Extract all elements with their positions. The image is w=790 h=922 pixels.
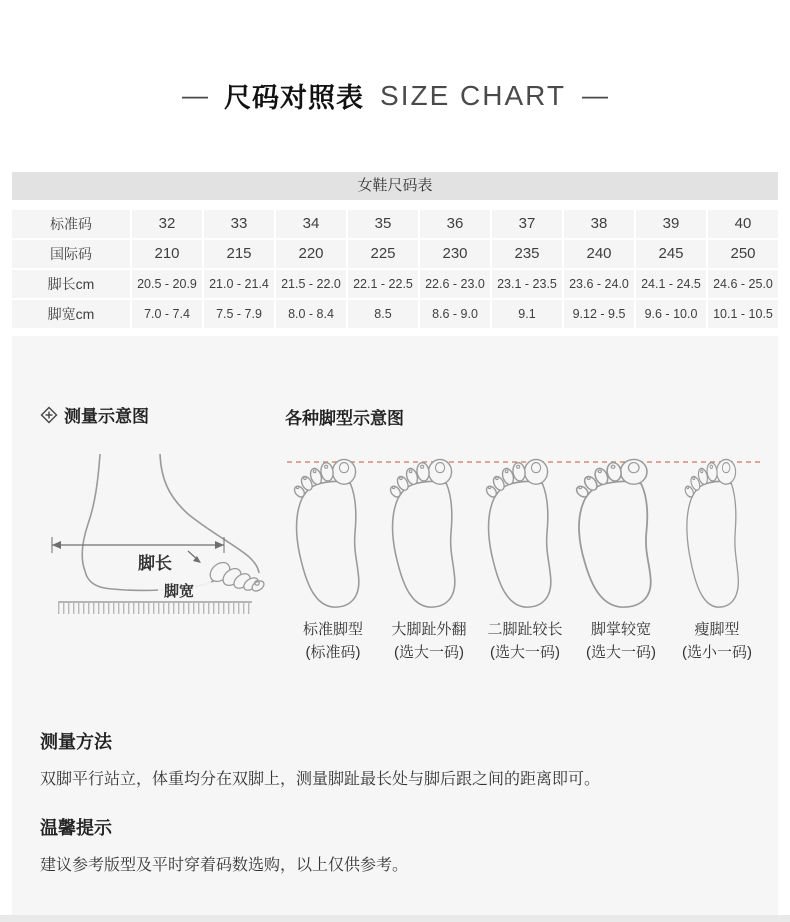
foot-type-advice: (选大一码) xyxy=(394,644,464,661)
ground-ruler xyxy=(58,602,252,609)
size-cell: 10.1 - 10.5 xyxy=(708,300,778,328)
foot-standard xyxy=(292,459,358,607)
title-dash-right: — xyxy=(581,80,608,110)
size-cell: 37 xyxy=(492,210,562,238)
row-label: 标准码 xyxy=(12,210,130,238)
foot-types-diagram xyxy=(285,446,765,621)
foot-type-advice: (标准码) xyxy=(305,644,361,661)
size-cell: 225 xyxy=(348,240,418,268)
size-cell: 24.1 - 24.5 xyxy=(636,270,706,298)
foot-wide xyxy=(574,459,650,607)
illustration-panel xyxy=(12,336,778,915)
foot-type-name: 标准脚型 xyxy=(302,621,363,638)
size-cell: 235 xyxy=(492,240,562,268)
table-row-foot-width xyxy=(12,300,778,328)
foot-type-name: 大脚趾外翻 xyxy=(391,621,467,638)
diamond-plus-icon xyxy=(40,406,58,424)
size-cell: 210 xyxy=(132,240,202,268)
tips-body: 建议参考版型及平时穿着码数选购，以上仅供参考。 xyxy=(40,857,409,874)
foot-bunion xyxy=(388,459,454,607)
row-label: 脚宽cm xyxy=(12,300,130,328)
foot-width-label: 脚宽 xyxy=(164,583,195,600)
page-title xyxy=(0,76,790,115)
size-cell: 8.0 - 8.4 xyxy=(276,300,346,328)
size-cell: 20.5 - 20.9 xyxy=(132,270,202,298)
measure-method-body: 双脚平行站立，体重均分在双脚上，测量脚趾最长处与脚后跟之间的距离即可。 xyxy=(40,771,601,788)
foot-type-label xyxy=(669,618,765,664)
foot-types-section-title xyxy=(285,404,404,429)
foot-type-advice: (选大一码) xyxy=(586,644,656,661)
foot-measurement-diagram xyxy=(38,452,270,620)
size-cell: 245 xyxy=(636,240,706,268)
size-cell: 34 xyxy=(276,210,346,238)
size-cell: 22.1 - 22.5 xyxy=(348,270,418,298)
title-chinese: 尺码对照表 xyxy=(224,83,365,113)
size-cell: 33 xyxy=(204,210,274,238)
foot-long-second-toe xyxy=(484,459,550,607)
size-cell: 7.0 - 7.4 xyxy=(132,300,202,328)
measure-section-title xyxy=(40,402,149,427)
size-cell: 9.12 - 9.5 xyxy=(564,300,634,328)
size-cell: 215 xyxy=(204,240,274,268)
table-row-foot-length xyxy=(12,270,778,298)
row-label: 脚长cm xyxy=(12,270,130,298)
size-cell: 230 xyxy=(420,240,490,268)
size-table xyxy=(12,172,778,330)
row-label: 国际码 xyxy=(12,240,130,268)
size-cell: 23.1 - 23.5 xyxy=(492,270,562,298)
size-cell: 8.5 xyxy=(348,300,418,328)
size-table-caption: 女鞋尺码表 xyxy=(12,172,778,200)
size-cell: 7.5 - 7.9 xyxy=(204,300,274,328)
size-cell: 250 xyxy=(708,240,778,268)
size-cell: 40 xyxy=(708,210,778,238)
size-cell: 38 xyxy=(564,210,634,238)
toes-sketch xyxy=(206,559,265,593)
foot-type-label xyxy=(381,618,477,664)
size-cell: 39 xyxy=(636,210,706,238)
size-cell: 9.6 - 10.0 xyxy=(636,300,706,328)
foot-length-arrow xyxy=(52,537,224,553)
size-cell: 35 xyxy=(348,210,418,238)
foot-type-label xyxy=(477,618,573,664)
foot-type-name: 二脚趾较长 xyxy=(487,621,563,638)
measure-section-title-text: 测量示意图 xyxy=(64,407,149,426)
size-cell: 36 xyxy=(420,210,490,238)
size-cell: 220 xyxy=(276,240,346,268)
foot-type-advice: (选小一码) xyxy=(682,644,752,661)
table-row-international-size xyxy=(12,240,778,268)
tips-heading: 温馨提示 xyxy=(40,818,112,838)
foot-type-name: 瘦脚型 xyxy=(694,621,740,638)
size-cell: 21.5 - 22.0 xyxy=(276,270,346,298)
size-cell: 32 xyxy=(132,210,202,238)
size-cell: 9.1 xyxy=(492,300,562,328)
foot-type-labels xyxy=(285,618,765,664)
size-cell: 23.6 - 24.0 xyxy=(564,270,634,298)
size-cell: 8.6 - 9.0 xyxy=(420,300,490,328)
title-dash-left: — xyxy=(182,80,209,110)
foot-type-name: 脚掌较宽 xyxy=(590,621,651,638)
foot-type-label xyxy=(573,618,669,664)
size-cell: 21.0 - 21.4 xyxy=(204,270,274,298)
size-cell: 24.6 - 25.0 xyxy=(708,270,778,298)
foot-narrow xyxy=(684,459,739,607)
next-section-edge xyxy=(0,915,790,922)
size-cell: 240 xyxy=(564,240,634,268)
foot-type-label xyxy=(285,618,381,664)
table-row-standard-size xyxy=(12,210,778,238)
foot-types-section-title-text: 各种脚型示意图 xyxy=(285,409,404,428)
toe-pointer-arrow xyxy=(188,551,201,563)
title-english: SIZE CHART xyxy=(380,79,566,111)
measure-method-heading: 测量方法 xyxy=(40,732,112,752)
foot-type-advice: (选大一码) xyxy=(490,644,560,661)
foot-length-label: 脚长 xyxy=(138,554,172,573)
size-cell: 22.6 - 23.0 xyxy=(420,270,490,298)
